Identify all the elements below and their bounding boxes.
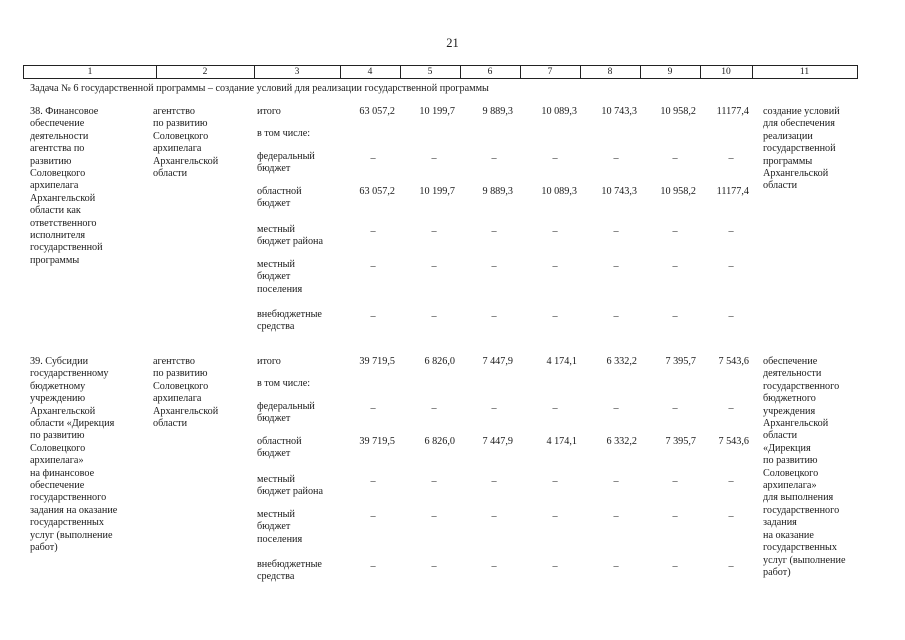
column-number-8: 8 (580, 66, 641, 78)
funding-amount: 7 395,7 (665, 356, 696, 367)
empty-value-dash: – (370, 403, 376, 414)
funding-source: итого (257, 356, 281, 367)
measure-name: 38. Финансовое обеспечение деятельности агентства по развитию Соловецкого архипелага Архангельской области как ответственного исполнителя государственной программы (30, 106, 103, 266)
column-number-9: 9 (640, 66, 701, 78)
empty-value-dash: – (370, 311, 376, 322)
funding-source: внебюджетные средства (257, 309, 322, 333)
empty-value-dash: – (491, 476, 497, 487)
empty-value-dash: – (431, 261, 437, 272)
expected-result: создание условий для обеспечения реализации государственной программы Архангельской области (763, 106, 840, 192)
empty-value-dash: – (431, 311, 437, 322)
column-number-5: 5 (400, 66, 461, 78)
empty-value-dash: – (728, 153, 734, 164)
funding-amount: 10 089,3 (541, 106, 577, 117)
empty-value-dash: – (672, 511, 678, 522)
empty-value-dash: – (431, 476, 437, 487)
empty-value-dash: – (552, 261, 558, 272)
funding-source: местный бюджет поселения (257, 509, 303, 545)
empty-value-dash: – (491, 153, 497, 164)
empty-value-dash: – (613, 311, 619, 322)
funding-source: местный бюджет поселения (257, 259, 303, 295)
expected-result: обеспечение деятельности государственного бюджетного учреждения Архангельской области «Дирекция по развитию Соловецкого архипелага» для выполнения государственного задания на оказание государственных услуг (выполнение работ) (763, 356, 846, 578)
funding-amount: 10 199,7 (419, 186, 455, 197)
funding-source: областной бюджет (257, 436, 302, 460)
funding-amount: 63 057,2 (359, 186, 395, 197)
funding-amount: 7 543,6 (718, 436, 749, 447)
measure-name: 39. Субсидии государственному бюджетному учреждению Архангельской области «Дирекция по развитию Соловецкого архипелага» на финансовое обеспечение государственного задания на оказание государственных услуг (выполнение работ) (30, 356, 118, 554)
funding-amount: 9 889,3 (482, 106, 513, 117)
funding-amount: 10 958,2 (660, 106, 696, 117)
empty-value-dash: – (370, 261, 376, 272)
empty-value-dash: – (552, 511, 558, 522)
empty-value-dash: – (552, 153, 558, 164)
funding-amount: 7 447,9 (482, 356, 513, 367)
empty-value-dash: – (728, 476, 734, 487)
column-number-10: 10 (700, 66, 753, 78)
funding-source: областной бюджет (257, 186, 302, 210)
empty-value-dash: – (370, 153, 376, 164)
empty-value-dash: – (491, 311, 497, 322)
funding-amount: 6 332,2 (606, 356, 637, 367)
empty-value-dash: – (672, 561, 678, 572)
column-number-header (23, 65, 858, 79)
funding-amount: 10 199,7 (419, 106, 455, 117)
funding-amount: 6 332,2 (606, 436, 637, 447)
empty-value-dash: – (728, 311, 734, 322)
empty-value-dash: – (370, 561, 376, 572)
funding-amount: 7 447,9 (482, 436, 513, 447)
funding-source: в том числе: (257, 378, 311, 389)
page-number: 21 (446, 36, 459, 50)
funding-source: федеральный бюджет (257, 151, 315, 175)
responsible-executor: агентство по развитию Соловецкого архипелага Архангельской области (153, 106, 219, 180)
empty-value-dash: – (431, 561, 437, 572)
funding-amount: 39 719,5 (359, 436, 395, 447)
empty-value-dash: – (491, 261, 497, 272)
funding-amount: 6 826,0 (424, 436, 455, 447)
funding-source: местный бюджет района (257, 474, 324, 498)
empty-value-dash: – (728, 511, 734, 522)
funding-amount: 39 719,5 (359, 356, 395, 367)
empty-value-dash: – (613, 153, 619, 164)
empty-value-dash: – (672, 311, 678, 322)
funding-source: федеральный бюджет (257, 401, 315, 425)
empty-value-dash: – (431, 226, 437, 237)
empty-value-dash: – (491, 226, 497, 237)
funding-amount: 7 395,7 (665, 436, 696, 447)
empty-value-dash: – (728, 561, 734, 572)
funding-amount: 63 057,2 (359, 106, 395, 117)
funding-source: внебюджетные средства (257, 559, 322, 583)
empty-value-dash: – (613, 226, 619, 237)
funding-amount: 6 826,0 (424, 356, 455, 367)
funding-amount: 10 743,3 (601, 106, 637, 117)
empty-value-dash: – (491, 511, 497, 522)
empty-value-dash: – (431, 153, 437, 164)
funding-source: в том числе: (257, 128, 311, 139)
funding-amount: 4 174,1 (546, 436, 577, 447)
empty-value-dash: – (672, 261, 678, 272)
empty-value-dash: – (613, 561, 619, 572)
empty-value-dash: – (431, 403, 437, 414)
task-heading: Задача № 6 государственной программы – создание условий для реализации государственной программы (30, 83, 489, 94)
empty-value-dash: – (552, 403, 558, 414)
empty-value-dash: – (613, 511, 619, 522)
empty-value-dash: – (672, 403, 678, 414)
column-number-1: 1 (24, 66, 157, 78)
empty-value-dash: – (370, 476, 376, 487)
empty-value-dash: – (613, 261, 619, 272)
empty-value-dash: – (552, 311, 558, 322)
funding-amount: 4 174,1 (546, 356, 577, 367)
responsible-executor: агентство по развитию Соловецкого архипелага Архангельской области (153, 356, 219, 430)
column-number-3: 3 (254, 66, 341, 78)
empty-value-dash: – (431, 511, 437, 522)
empty-value-dash: – (672, 226, 678, 237)
empty-value-dash: – (370, 226, 376, 237)
column-number-7: 7 (520, 66, 581, 78)
column-number-6: 6 (460, 66, 521, 78)
funding-amount: 11177,4 (716, 186, 749, 197)
funding-amount: 7 543,6 (718, 356, 749, 367)
funding-source: итого (257, 106, 281, 117)
funding-amount: 10 089,3 (541, 186, 577, 197)
funding-amount: 9 889,3 (482, 186, 513, 197)
empty-value-dash: – (370, 511, 376, 522)
empty-value-dash: – (552, 476, 558, 487)
column-number-4: 4 (340, 66, 401, 78)
column-number-11: 11 (799, 67, 810, 77)
funding-amount: 11177,4 (716, 106, 749, 117)
empty-value-dash: – (552, 226, 558, 237)
empty-value-dash: – (613, 476, 619, 487)
empty-value-dash: – (728, 403, 734, 414)
empty-value-dash: – (491, 561, 497, 572)
empty-value-dash: – (613, 403, 619, 414)
empty-value-dash: – (728, 226, 734, 237)
funding-amount: 10 743,3 (601, 186, 637, 197)
empty-value-dash: – (491, 403, 497, 414)
empty-value-dash: – (672, 153, 678, 164)
funding-amount: 10 958,2 (660, 186, 696, 197)
empty-value-dash: – (552, 561, 558, 572)
empty-value-dash: – (672, 476, 678, 487)
empty-value-dash: – (728, 261, 734, 272)
funding-source: местный бюджет района (257, 224, 324, 248)
column-number-2: 2 (156, 66, 255, 78)
